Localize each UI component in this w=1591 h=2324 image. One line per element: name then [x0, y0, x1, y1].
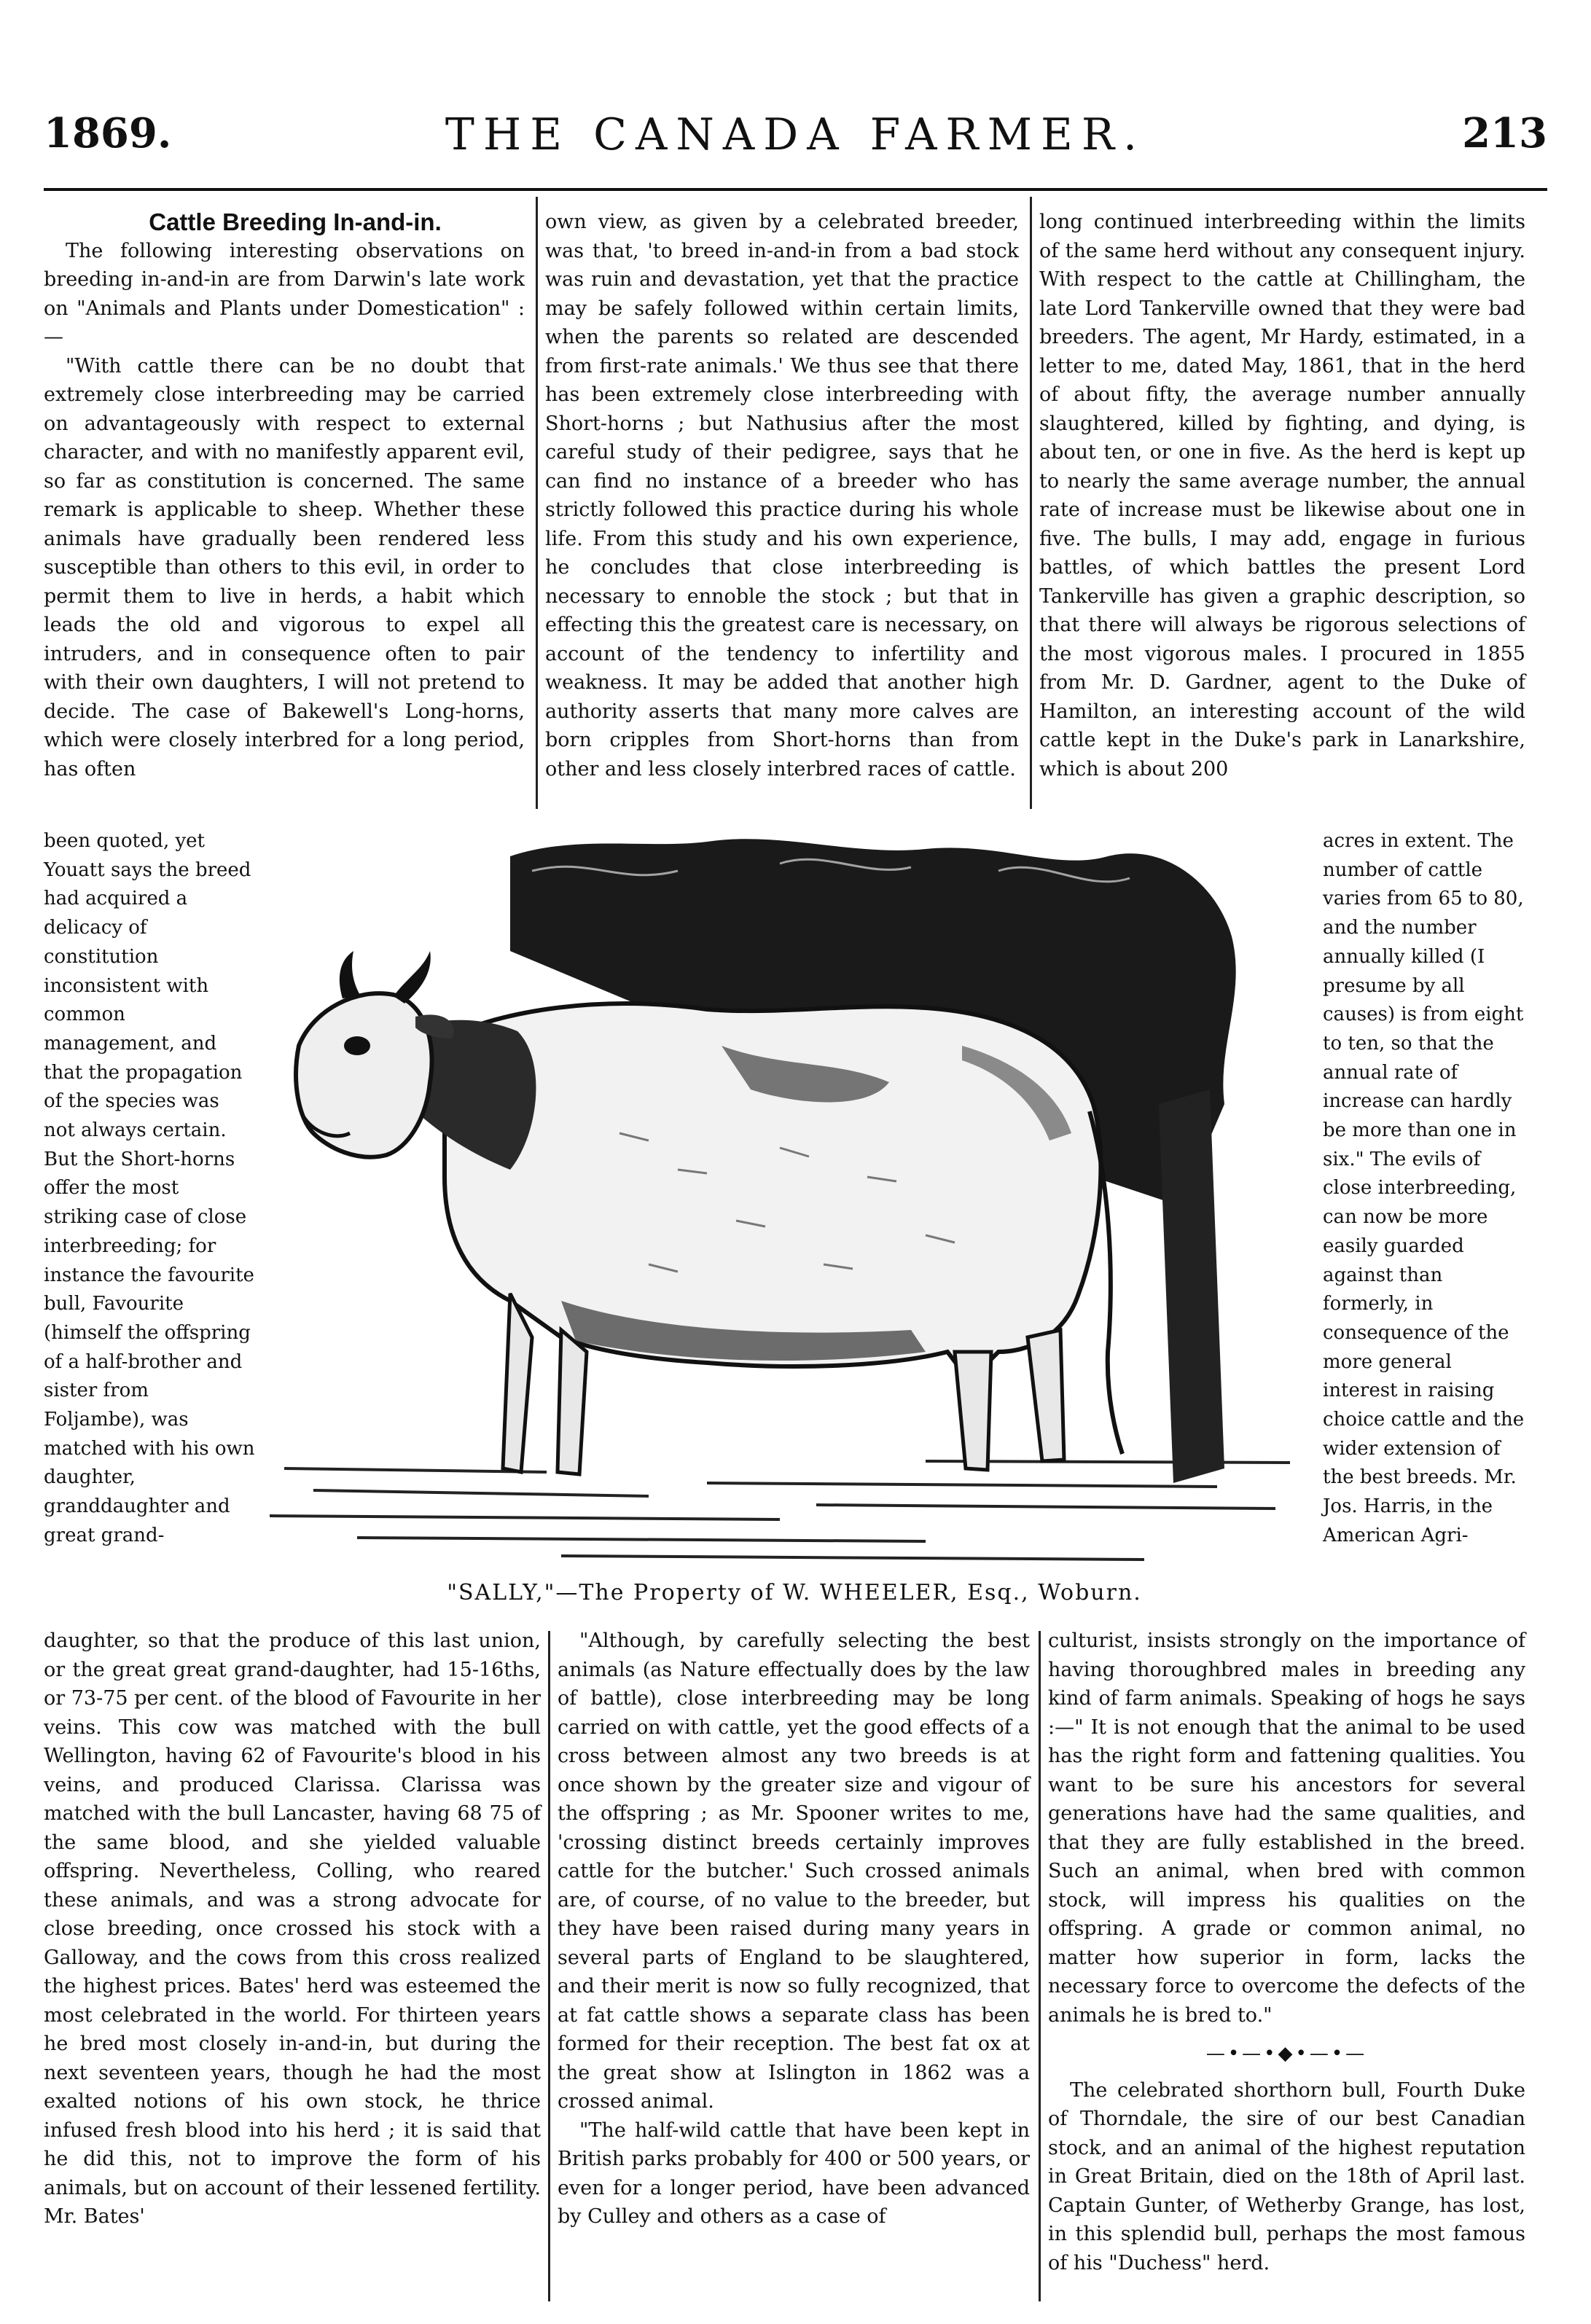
- paragraph: long continued interbreeding within the limits of the same herd without any consequent injury. With respect to the cattle at Chillingham, the late Lord Tankerville owned that they were bad breeders. The agent, Mr Hardy, estimated, in a letter to me, dated May, 1861, that in the herd of about fifty, the average number annually slaughtered, killed by fighting, and dying, is about ten, or one in five. As the herd is kept up to nearly the same average number, the annual rate of increase must be likewise about one in five. The bulls, I may add, engage in furious battles, of which battles the present Lord Tankerville has given a graphic description, so that there will always be rigorous selections of the most vigorous males. I procured in 1855 from Mr. D. Gardner, agent to the Duke of Hamilton, an interesting account of the wild cattle kept in the Duke's park in Lanarkshire, which is about 200: [1039, 211, 1525, 780]
- cow-eye: [344, 1036, 370, 1055]
- paragraph: culturist, insists strongly on the importance of having thoroughbred males in breeding any kind of farm animals. Speaking of hogs he says :—" It is not enough that the animal to be used has the right form and fattening qualities. You want to be sure his ancestors for several generations have had the same qualities, and that they are fully established in the breed. Such an animal, when bred with common stock, will impress his qualities on the offspring. A grade or common animal, no matter how superior in form, lacks the necessary force to overcome the defects of the animals he is bred to.": [1048, 1629, 1525, 2027]
- paragraph: own view, as given by a celebrated breeder, was that, 'to breed in-and-in from a bad stock was ruin and devastation, yet that the practice may be safely followed within certain limits, when the parents so related are descended from first-rate animals.' We thus see that there has been extremely close interbreeding with Short-horns ; but Nathusius after the most careful study of their pedigree, says that he can find no instance of a breeder who has strictly followed this practice during his whole life. From this study and his own experience, he concludes that close interbreeding is necessary to ennoble the stock ; but that in effecting this the greatest care is necessary, on account of the tendency to infertility and weakness. It may be added that another high authority asserts that many more calves are born cripples from Short-horns than from other and less closely interbred races of cattle.: [545, 211, 1019, 780]
- paragraph: acres in extent. The number of cattle varies from 65 to 80, and the number annually killed (I presume by all causes) is from eight to ten, so that the annual rate of increase can hardly be more than one in six." The evils of close interbreeding, can now be more easily guarded against than formerly, in consequence of the more general interest in raising choice cattle and the wider extension of the best breeds. Mr. Jos. Harris, in the American Agri-: [1323, 830, 1525, 1546]
- ground-hatching: [270, 1461, 1290, 1560]
- paragraph: The following interesting observations on breeding in-and-in are from Darwin's late work on "Animals and Plants under Domestication" :—: [44, 239, 525, 348]
- column-divider: [1030, 197, 1032, 809]
- cow-leg: [503, 1294, 532, 1472]
- cow-leg: [558, 1330, 587, 1474]
- tree-trunk: [1159, 1089, 1224, 1483]
- paragraph: The celebrated shorthorn bull, Fourth Duke of Thorndale, the sire of our best Canadian stock, and an animal of the highest reputation in Great Britain, died on the 18th of April last. Captain Gunter, of Wetherby Grange, has lost, in this splendid bull, perhaps the most famous of his "Duchess" herd.: [1048, 2078, 1525, 2274]
- paragraph: daughter, so that the produce of this last union, or the great great grand-daughter, had 15-16ths, or 73-75 per cent. of the blood of Favourite in her veins. This cow was matched with the bull Wellington, having 62 of Favourite's blood in his veins, and produced Clarissa. Clarissa was matched with the bull Lancaster, having 68 75 of the same blood, and she yielded valuable offspring. Nevertheless, Colling, who reared these animals, and was a strong advocate for close breeding, once crossed his stock with a Galloway, and the cows from this cross realized the highest prices. Bates' herd was esteemed the most celebrated in the world. For thirteen years he bred most closely in-and-in, but during the next seventeen years, though he had the most exalted notions of his own stock, he thrice infused fresh blood into his herd ; it is said that he did this, not to improve the form of his animals, but on account of their lessened fertility. Mr. Bates': [44, 1629, 541, 2228]
- cow-leg: [955, 1352, 991, 1470]
- paragraph: "Although, by carefully selecting the best animals (as Nature effectually does by the law of battle), close interbreeding may be long carried on with cattle, yet the good effects of a cross between almost any two breeds is at once shown by the greater size and vigour of the offspring ; as Mr. Spooner writes to me, 'crossing distinct breeds certainly improves cattle for the butcher.' Such crossed animals are, of course, of no value to the breeder, but they have been raised during many years in several parts of England to be slaughtered, and their merit is now so fully recognized, that at fat cattle shows a separate class has been formed for their reception. The best fat ox at the great show at Islington in 1862 was a crossed animal.: [558, 1629, 1030, 2113]
- column-3-narrow: [1323, 827, 1525, 1551]
- page-header: [44, 109, 1547, 175]
- illustration-caption: "SALLY,"—The Property of W. WHEELER, Esq., Woburn.: [447, 1580, 1142, 1605]
- column-1-top: [44, 208, 525, 783]
- header-title: THE CANADA FARMER.: [445, 109, 1146, 160]
- header-year: 1869.: [44, 109, 172, 157]
- header-rule: [44, 188, 1547, 191]
- column-1-bottom: [44, 1627, 541, 2231]
- column-3-bottom: [1048, 1627, 1525, 2277]
- column-3-top: [1039, 208, 1525, 783]
- column-1-narrow: [44, 827, 255, 1551]
- column-2-bottom: [558, 1627, 1030, 2231]
- column-2-top: [545, 208, 1019, 783]
- article-headline: Cattle Breeding In-and-in.: [149, 208, 442, 235]
- column-divider: [1039, 1631, 1041, 2301]
- cow-leg: [1028, 1330, 1064, 1461]
- cow-engraving-illustration: [270, 827, 1312, 1578]
- column-divider: [548, 1631, 550, 2301]
- paragraph: been quoted, yet Youatt says the breed had acquired a delicacy of constitution inconsistent with common management, and that the propagation of the species was not always certain. But the Short-horns offer the most striking case of close interbreeding; for instance the favourite bull, Favourite (himself the offspring of a half-brother and sister from Foljambe), was matched with his own daughter, granddaughter and great grand-: [44, 830, 255, 1546]
- cow-horn-right: [394, 951, 431, 1003]
- cow-head: [296, 993, 431, 1157]
- section-ornament: —•—•◆•—•—: [1205, 2043, 1368, 2065]
- paragraph: "The half-wild cattle that have been kept in British parks probably for 400 or 500 years, or even for a longer period, have been advanced by Culley and others as a case of: [558, 2118, 1030, 2228]
- header-page-number: 213: [1462, 109, 1547, 157]
- paragraph: "With cattle there can be no doubt that extremely close interbreeding may be carried on advantageously with respect to external character, and with no manifestly apparent evil, so far as constitution is concerned. The same remark is applicable to sheep. Whether these animals have gradually been rendered less susceptible than others to this evil, in order to permit them to live in herds, a habit which leads the old and vigorous to expel all intruders, and in consequence often to pair with their own daughters, I will not pretend to decide. The case of Bakewell's Long-horns, which were closely interbred for a long period, has often: [44, 354, 525, 780]
- column-divider: [536, 197, 538, 809]
- cow-horn-left: [340, 951, 361, 998]
